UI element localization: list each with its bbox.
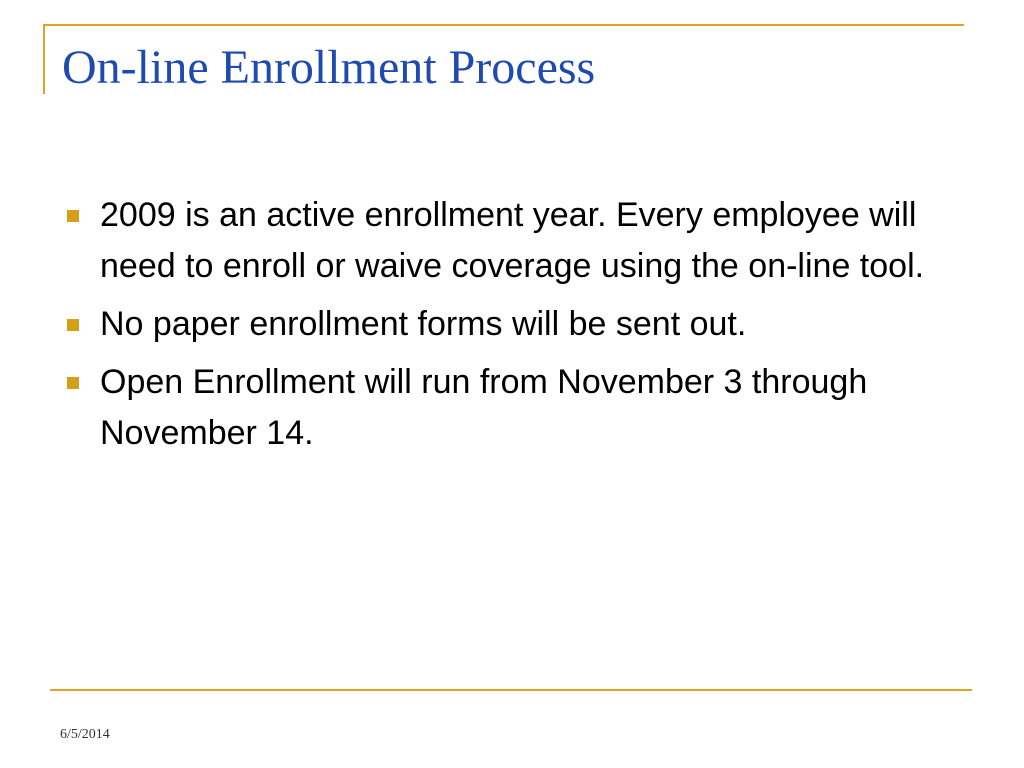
bullet-item — [64, 357, 944, 459]
bullet-text: 2009 is an active enrollment year. Every employee will need to enroll or waive coverage using the on-line tool. — [100, 196, 925, 285]
bullet-item — [64, 299, 944, 350]
square-bullet-icon — [67, 377, 79, 389]
square-bullet-icon — [67, 319, 79, 331]
frame-bottom-line — [50, 689, 972, 691]
frame-top-line — [43, 24, 964, 26]
bullet-list — [64, 190, 944, 466]
frame-left-line — [43, 24, 45, 94]
bullet-text: No paper enrollment forms will be sent out. — [100, 305, 747, 343]
bullet-text: Open Enrollment will run from November 3 through November 14. — [100, 363, 868, 452]
footer-date: 6/5/2014 — [60, 727, 110, 742]
square-bullet-icon — [67, 210, 79, 222]
slide-title: On-line Enrollment Process — [62, 41, 596, 94]
bullet-item — [64, 190, 944, 292]
